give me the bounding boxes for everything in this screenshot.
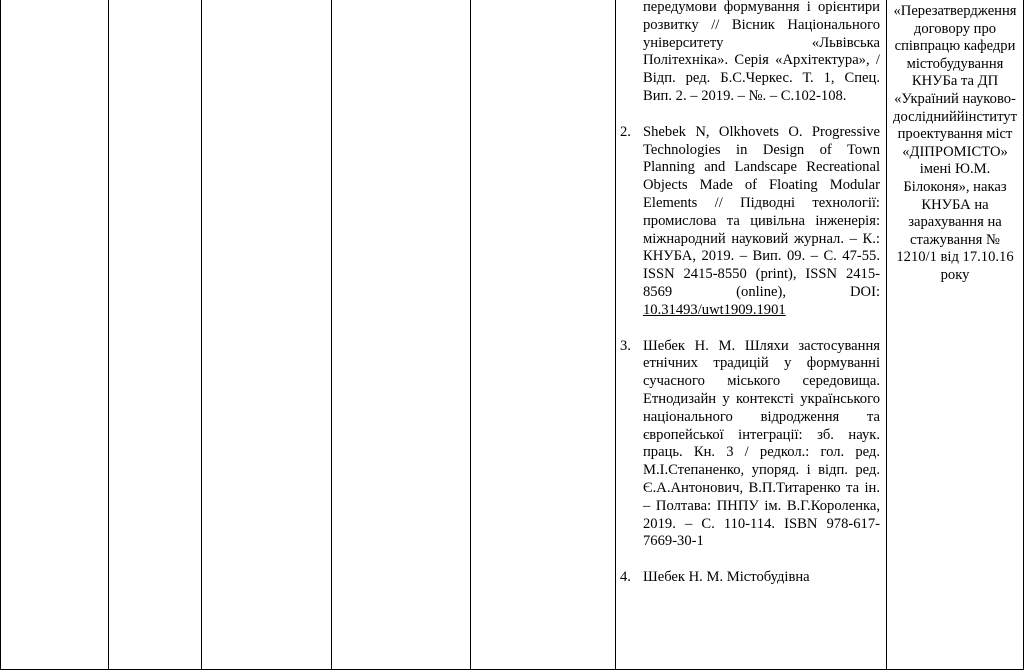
- publication-item: [620, 0, 880, 106]
- doi-link[interactable]: 10.31493/uwt1909.1901: [643, 302, 786, 318]
- table-cell-empty: [1, 0, 109, 670]
- publications-list: [616, 0, 886, 587]
- table-row: [1, 0, 1024, 670]
- publication-item: [620, 124, 880, 320]
- publication-item: [620, 569, 880, 587]
- publication-number: 4.: [620, 569, 643, 587]
- publication-text: передумови формування і орієнтири розвитку // Вісник Національного університету «Львівська Політехніка». Серія «Архітектура», /Відп. ред. Б.С.Черкес. Т. 1, Спец. Вип. 2. – 2019. – №. – С.102-108.: [643, 0, 880, 106]
- table-cell-empty: [471, 0, 616, 670]
- table-cell-empty: [109, 0, 202, 670]
- internship-note: «Перезатвердження договору про співпрацю кафедри містобудування КНУБа та ДП «Україний науково-дослідниййінститут проектування міст «ДІПРОМІСТО» імені Ю.М. Білоконя», наказ КНУБА на зарахування на стажування № 1210/1 від 17.10.16 року: [887, 0, 1023, 285]
- publication-text-wrap: [643, 124, 880, 320]
- publication-number: 2.: [620, 124, 643, 320]
- table-cell-empty: [332, 0, 471, 670]
- publication-number: 3.: [620, 338, 643, 552]
- publication-text: Шебек Н. М. Містобудівна: [643, 569, 880, 587]
- publication-number: [620, 0, 643, 106]
- publication-text: Шебек Н. М. Шляхи застосування етнічних традицій у формуванні сучасного міського середовища. Етнодизайн у контексті українського національного відродження та європейської інтеграції: зб. наук. праць. Кн. 3 / редкол.: гол. ред. М.І.Степаненко, упоряд. і відп. ред. Є.А.Антонович, В.П.Титаренко та ін. – Полтава: ПНПУ ім. В.Г.Короленка, 2019. – С. 110-114. ISBN 978-617-7669-30-1: [643, 338, 880, 552]
- publication-text: Shebek N, Olkhovets O. Progressive Technologies in Design of Town Planning and Landscape Recreational Objects Made of Floating Modular Elements // Підводні технології: промислова та цивільна інженерія: міжнародний науковий журнал. – К.: КНУБА, 2019. – Вип. 09. – С. 47-55. ISSN 2415-8550 (print), ISSN 2415-8569 (online), DOI:: [643, 124, 880, 300]
- table-cell-empty: [202, 0, 332, 670]
- publications-cell: [616, 0, 887, 670]
- internship-note-cell: [887, 0, 1024, 670]
- publication-item: [620, 338, 880, 552]
